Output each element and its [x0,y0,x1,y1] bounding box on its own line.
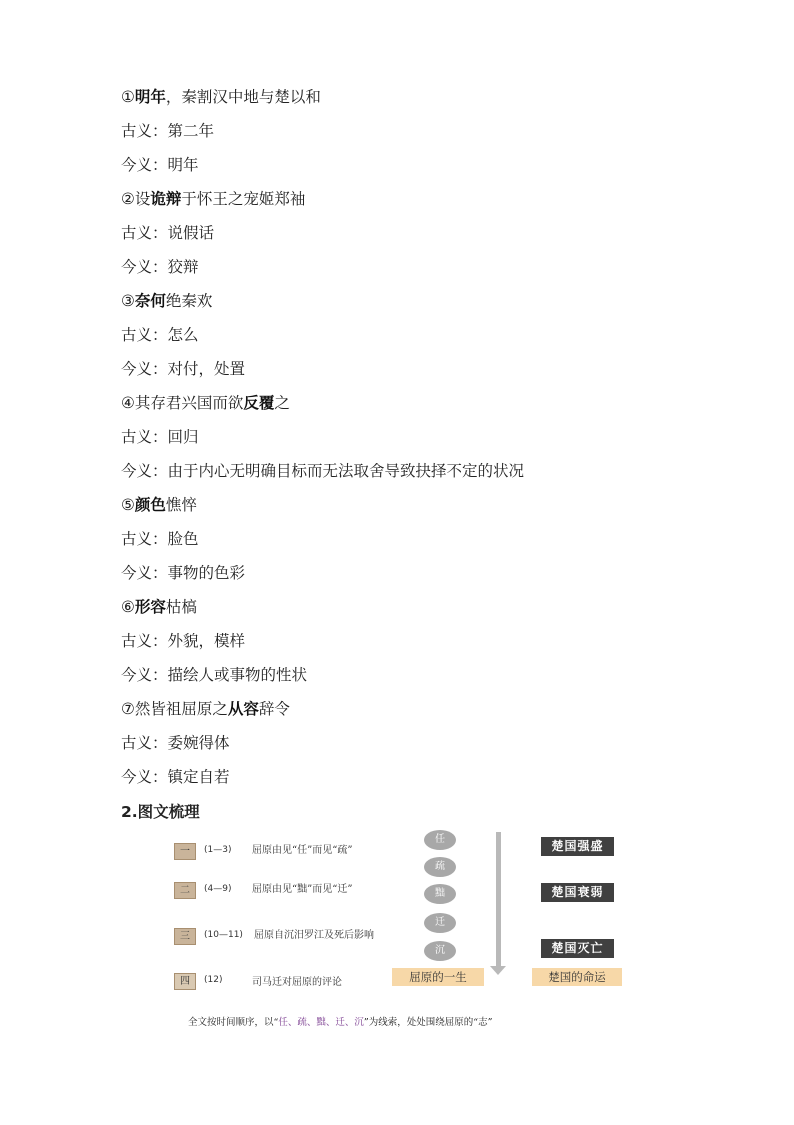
stage-circle: 黜 [424,884,456,904]
modern-meaning: 今义：明年 [121,156,199,174]
arrow-head [490,966,506,975]
part-description: 屈原自沉汨罗江及死后影响 [254,930,374,941]
ancient-meaning: 古义：怎么 [121,326,199,344]
vocabulary-list [121,86,761,800]
example-sentence: ③奈何绝秦欢 [121,292,213,310]
stage-circle: 迁 [424,913,456,933]
section-heading: 2.图文梳理 [121,803,200,821]
ancient-meaning: 古义：委婉得体 [121,734,230,752]
part-description: 司马迁对屈原的评论 [252,977,342,988]
ancient-meaning: 古义：外貌，模样 [121,632,246,650]
key-word: 诡辩 [150,190,182,208]
ancient-meaning: 古义：回归 [121,428,199,446]
part-description: 屈原由见“任”而见“疏” [252,845,353,856]
clue-words: 任、疏、黜、迁、沉 [278,1017,364,1028]
key-word: 奈何 [134,292,166,310]
modern-meaning: 今义：狡辩 [121,258,199,276]
key-word: 形容 [134,598,166,616]
part-range: (4—9) [204,884,232,894]
example-sentence: ②设诡辩于怀王之宠姬郑袖 [121,190,306,208]
part-description: 屈原由见“黜”而见“迁” [252,884,353,895]
example-sentence: ⑦然皆祖屈原之从容辞令 [121,700,290,718]
key-word: 颜色 [134,496,166,514]
modern-meaning: 今义：由于内心无明确目标而无法取舍导致抉择不定的状况 [121,462,525,480]
modern-meaning: 今义：事物的色彩 [121,564,246,582]
example-sentence: ①明年，秦割汉中地与楚以和 [121,88,321,106]
modern-meaning: 今义：镇定自若 [121,768,230,786]
state-box: 楚国灭亡 [541,939,614,958]
structure-diagram [170,826,640,1036]
diagram-caption: 全文按时间顺序，以“任、疏、黜、迁、沉”为线索，处处围绕屈原的“志” [188,1017,493,1028]
modern-meaning: 今义：描绘人或事物的性状 [121,666,308,684]
stage-circle: 任 [424,830,456,850]
key-word: 从容 [227,700,259,718]
state-box: 楚国强盛 [541,837,614,856]
part-number-box: 二 [174,882,196,899]
state-box: 楚国衰弱 [541,883,614,902]
ancient-meaning: 古义：说假话 [121,224,215,242]
part-number-box: 三 [174,928,196,945]
modern-meaning: 今义：对付，处置 [121,360,246,378]
part-range: (12) [204,975,223,985]
example-sentence: ④其存君兴国而欲反覆之 [121,394,290,412]
ancient-meaning: 古义：第二年 [121,122,215,140]
fate-label: 楚国的命运 [532,968,622,986]
part-range: (10—11) [204,930,243,940]
timeline-arrow [496,832,501,968]
ancient-meaning: 古义：脸色 [121,530,199,548]
life-label: 屈原的一生 [392,968,484,986]
key-word: 明年 [134,88,166,106]
example-sentence: ⑤颜色憔悴 [121,496,197,514]
stage-circle: 疏 [424,857,456,877]
stage-circle: 沉 [424,941,456,961]
part-number-box: 四 [174,973,196,990]
key-word: 反覆 [243,394,275,412]
part-range: (1—3) [204,845,232,855]
example-sentence: ⑥形容枯槁 [121,598,197,616]
part-number-box: 一 [174,843,196,860]
